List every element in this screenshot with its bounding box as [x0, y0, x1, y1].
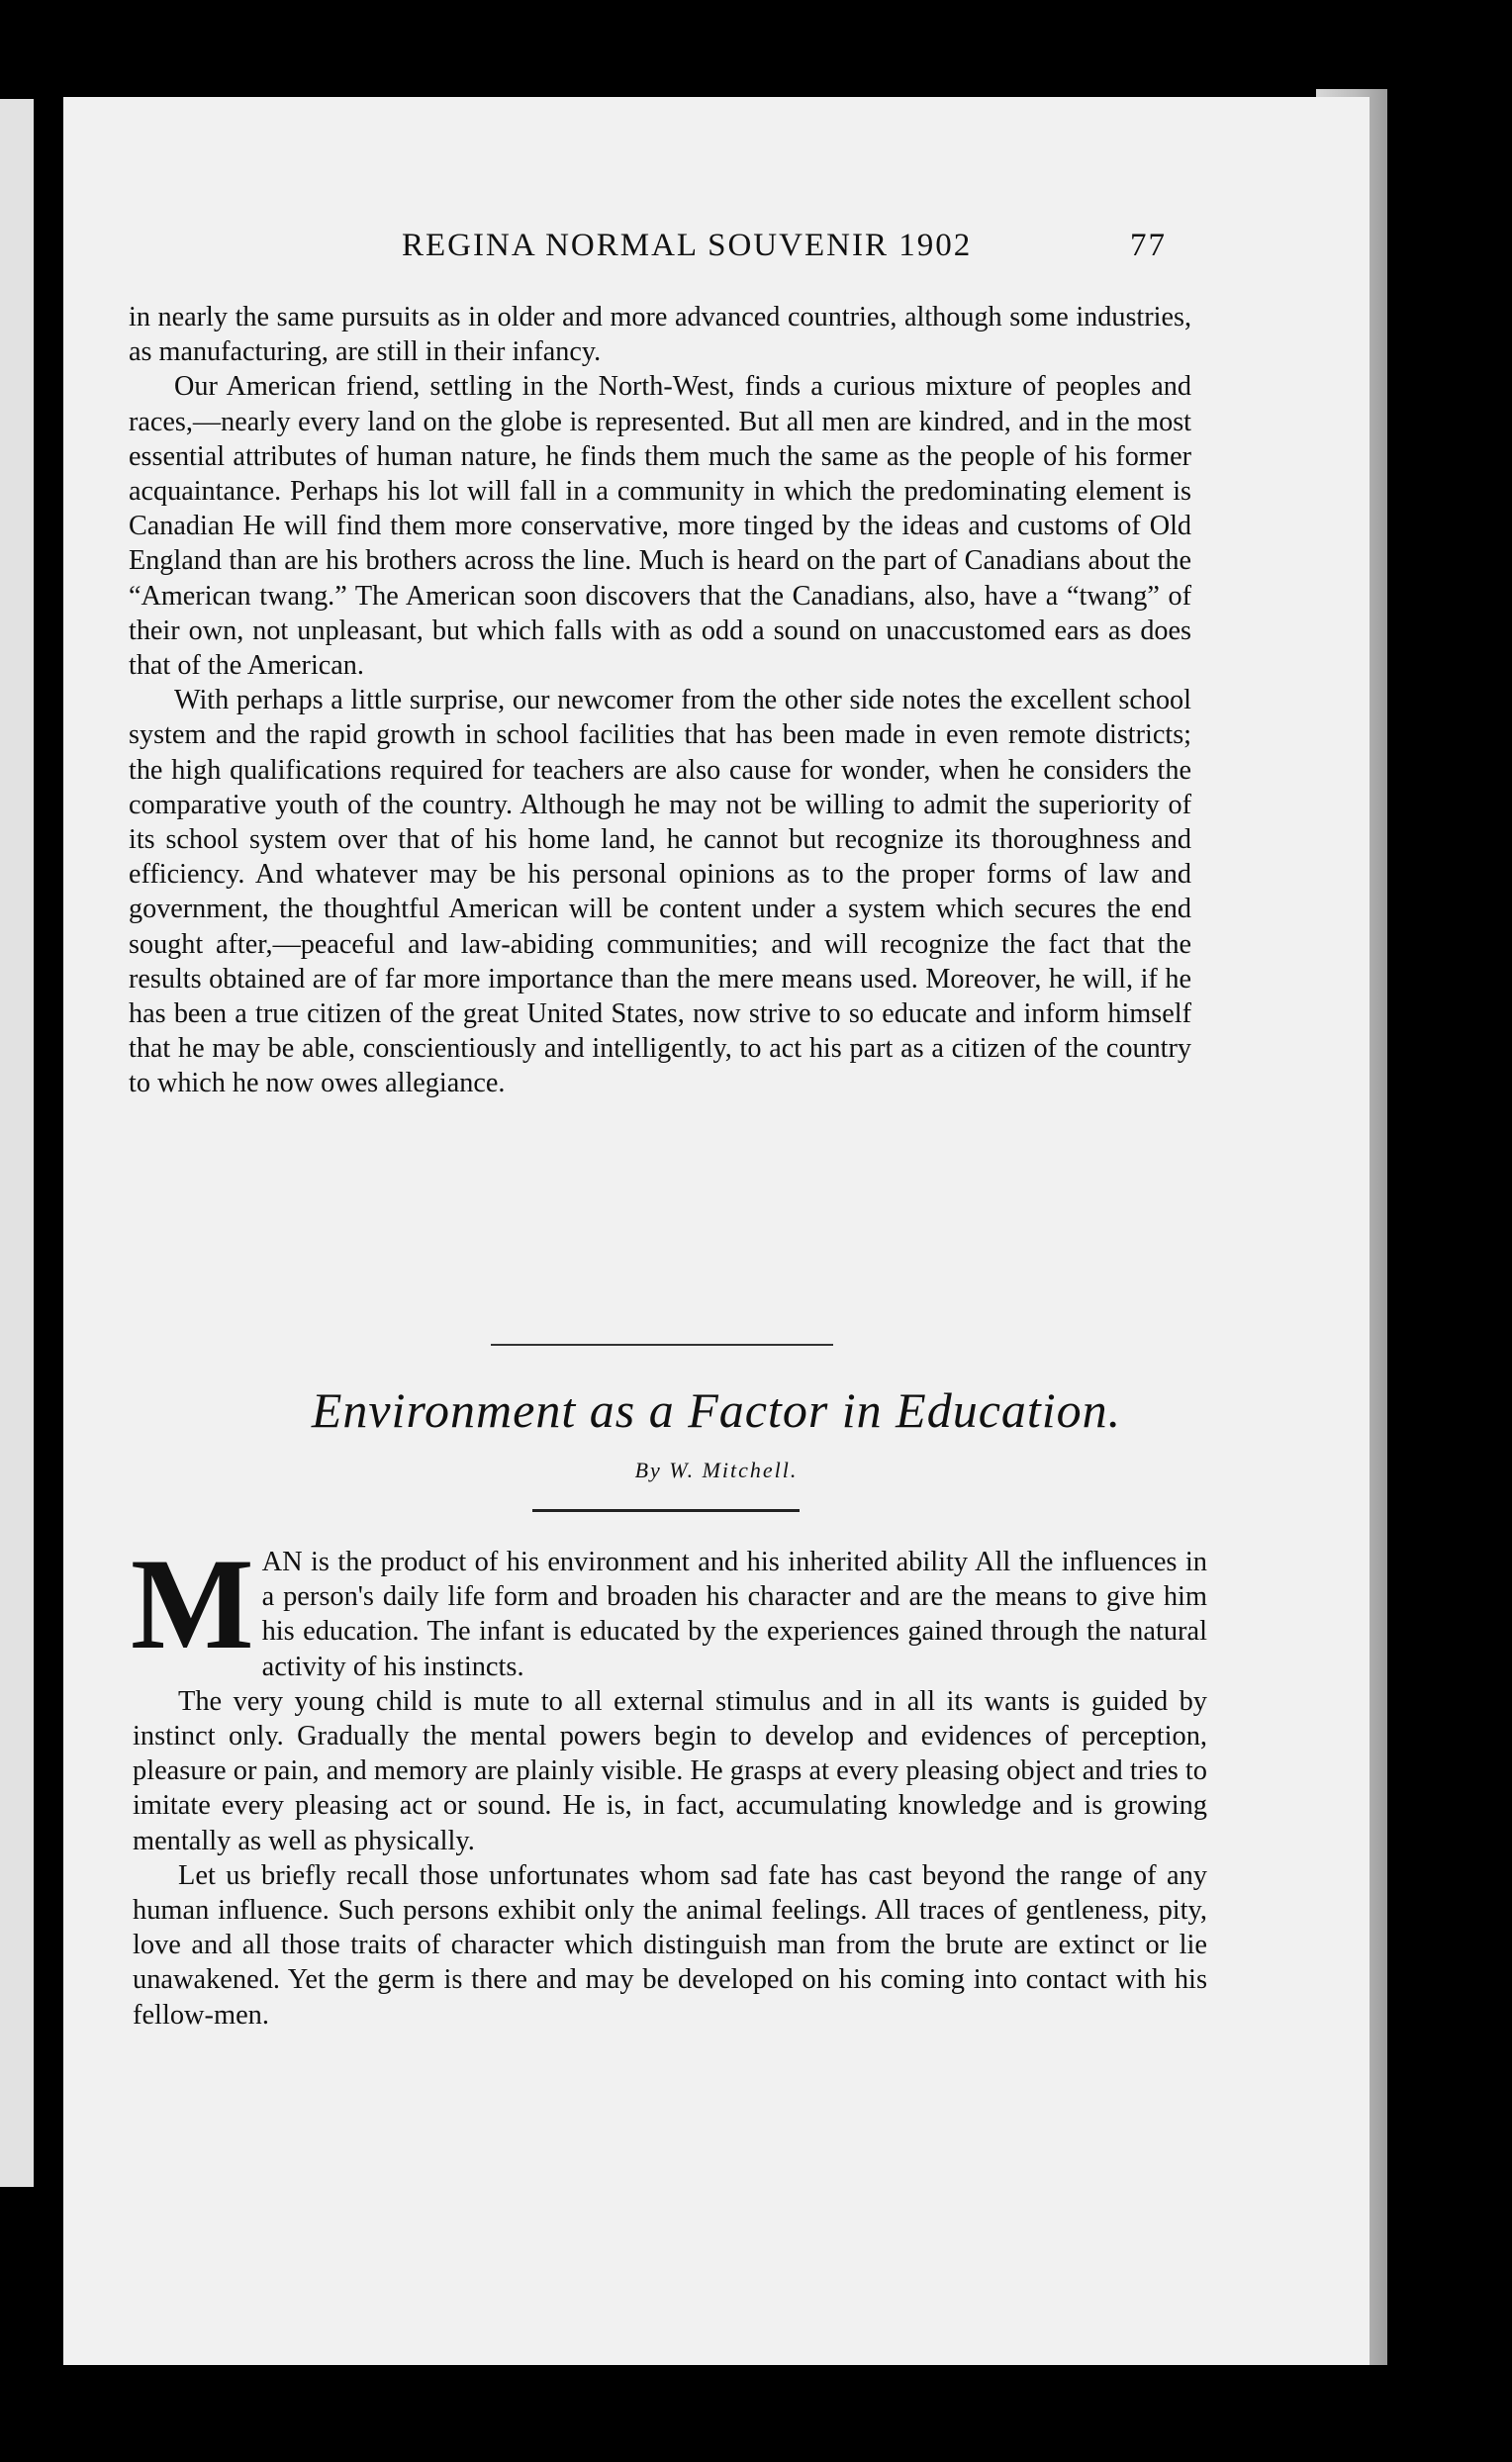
article-byline: By W. Mitchell. — [634, 1458, 799, 1482]
adjacent-page-edge — [0, 99, 34, 2187]
drop-cap: M — [131, 1531, 254, 1676]
page-number: 77 — [1130, 228, 1167, 263]
paragraph: Our American friend, settling in the North-West, finds a curious mixture of peoples and races,—nearly every land on the globe is represented. But all men are kindred, and in the most essential attributes of human nature, he finds them much the same as the people of his former acquaintance. Perhaps his lot will fall in a community in which the predominating element is Canadian He will find them more conservative, more tinged by the ideas and customs of Old England than are his brothers across the line. Much is heard on the part of Canadians about the “American twang.” The American soon discovers that the Canadians, also, have a “twang” of their own, not unpleasant, but which falls with as odd a sound on unaccustomed ears as does that of the American. — [129, 371, 1191, 682]
paragraph: in nearly the same pursuits as in older and more advanced countries, although some industries, as manufacturing, are still in their infancy. — [129, 302, 1191, 368]
paragraph: With perhaps a little surprise, our newcomer from the other side notes the excellent school system and the rapid growth in school facilities that has been made in even remote districts; the high qualifications required for teachers are also cause for wonder, when he considers the comparative youth of the country. Although he may not be willing to admit the superiority of its school system over that of his home land, he cannot but recognize its thoroughness and efficiency. And whatever may be his personal opinions as to the proper forms of law and government, the thoughtful American will be content under a system which secures the end sought after,—peaceful and law-abiding communities; and will recognize the fact that the results obtained are of far more importance than the mere means used. Moreover, he will, if he has been a true citizen of the great United States, now strive to so educate and inform himself that he may be able, conscientiously and intelligently, to act his part as a citizen of the country to which he now owes allegiance. — [129, 685, 1191, 1099]
running-title: REGINA NORMAL SOUVENIR 1902 — [402, 228, 973, 263]
paragraph — [131, 1531, 1207, 1684]
article-title: Environment as a Factor in Education. — [311, 1382, 1122, 1438]
paragraph: Let us briefly recall those unfortunates whom sad fate has cast beyond the range of any human influence. Such persons exhibit only the animal feelings. All traces of gentleness, pity, love and all those traits of character which distinguish man from the brute are extinct or lie unawakened. Yet the germ is there and may be developed on his coming into contact with his fellow-men. — [133, 1859, 1207, 2031]
section-divider — [491, 1344, 833, 1346]
paragraph: The very young child is mute to all external stimulus and in all its wants is guided by instinct only. Gradually the mental powers begin to develop and evidences of perception, pleasure or pain, and memory are plainly visible. He grasps at every pleasing object and tries to imitate every pleasing act or sound. He is, in fact, accumulating knowledge and is growing mentally as well as physically. — [133, 1685, 1207, 1856]
article-body — [131, 1531, 1207, 2033]
running-header — [63, 228, 1370, 277]
book-page — [63, 97, 1370, 2365]
first-paragraph-text: AN is the product of his environment and his inherited ability All the influences in a person's daily life form and broaden his character and are the means to give him his education. The infant is educated by the experiences gained through the natural activity of his instincts. — [261, 1547, 1207, 1682]
title-divider — [532, 1509, 800, 1512]
section-one-text — [129, 300, 1191, 1101]
